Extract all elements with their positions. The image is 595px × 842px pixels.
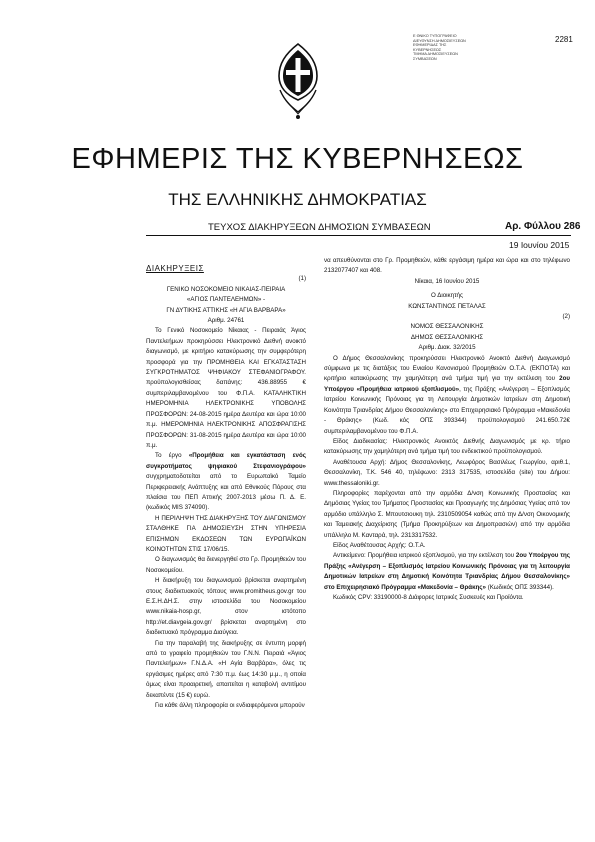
paragraph: Για κάθε άλλη πληροφορία οι ενδιαφερόμενοι μπορούν [155,702,305,710]
greek-coat-of-arms-icon [275,40,321,122]
notice-number: (1) [298,275,306,283]
text-run: συγχρηματοδοτείται από το Ευρωπαϊκό Ταμείο Περιφερειακής Ανάπτυξης και από Εθνικούς Πόρους στα πλαίσια του ΠΕΠ Αττικής 2007-2013 μέσω Π. Δ. Ε. (κωδικός MIS 374090). [146,473,306,512]
org-name: ΓΕΝΙΚΟ ΝΟΣΟΚΟΜΕΙΟ ΝΙΚΑΙΑΣ-ΠΕΙΡΑΙΑ [166,285,286,293]
paragraph: Ο διαγωνισμός θα διενεργηθεί στο Γρ. Προμηθειών του Νοσοκομείου. [146,556,306,574]
left-column [146,264,306,711]
paragraph: Αναθέτουσα Αρχή: Δήμος Θεσσαλονίκης, Λεωφόρος Βασιλέως Γεωργίου, αριθ.1, Θεσσαλονίκη, Τ.Κ. 546 40, τηλέφωνο: 2313 317535, ιστοσελίδα (site) του Δήμου: www.thessaloniki.gr. [324,458,570,487]
issue-date: 19 Ιουνίου 2015 [509,240,570,250]
paragraph [324,354,570,437]
paragraph: Είδος Αναθέτουσας Αρχής: Ο.Τ.Α. [333,541,426,549]
publisher-line: ΣΥΜΒΑΣΕΩΝ [413,56,437,61]
signatory-role: Ο Διοικητής [431,292,463,300]
text-run: Αντικείμενο: Προμήθεια ιατρικού εξοπλισμού, για την εκτέλεση του [333,552,516,560]
publisher-info-block [413,34,471,62]
text-run: , της Πράξης «Ανέγερση – Εξοπλισμός Ιατρείου Κοινωνικής Πρόνοιας για τη Λειτουργία Δημοτικών Ιατρείων στη Δημοτική Κοινότητα Τριανδρίας Δήμου Θεσσαλονίκης» στο Επιχειρησιακό Πρόγραμμα «Μακεδονία - Θράκης» (Κωδ. κός ΟΠΣ 393344) προϋπολογισμού 241.650.72€ συμπεριλαμβανομένου του Φ.Π.Α. [324,385,570,435]
text-run-bold: «Προμήθεια και εγκατάσταση ενός συγκροτήματος ψηφιακού Στεφανιογράφου» [146,452,306,470]
paragraph [324,551,570,593]
publisher-line: ΔΙΕΥΘΥΝΣΗ ΔΗΜΟΣΙΕΥΣΕΩΝ [413,38,466,43]
header-divider [146,235,571,236]
text-run-bold: 2ου Υποέργου της Πράξης «Ανέγερση – Εξοπλισμός Ιατρείου Κοινωνικής Πρόνοιας για τη λειτουργία Δημοτικών Ιατρείων στη Δημοτική Κοινότητα Τριανδρίας Δήμου Θεσσαλονίκης» στο Επιχειρησιακό Πρόγραμμα «Μακεδονία – Θράκης» [324,552,570,591]
paragraph: Η διακήρυξη του διαγωνισμού βρίσκεται αναρτημένη στους διαδικτυακούς τόπους www.promitheus.gov.gr του Ε.Σ.Η.ΔΗ.Σ. στην ιστοσελίδα του Νοσοκομείου www.nikaia-hosp.gr, στον ιστότοπο http://et.diavgeia.gov.gr/ βρίσκεται αναρτημένη στο διαδικτυακό πρόγραμμα Διαύγεια. [146,577,306,637]
gazette-subtitle: ΤΗΣ ΕΛΛΗΝΙΚΗΣ ΔΗΜΟΚΡΑΤΙΑΣ [168,190,427,209]
paragraph: Το Γενικό Νοσοκομείο Νίκαιας - Πειραιάς Άγιος Παντελεήμων προκηρύσσει Ηλεκτρονικό Διεθνή ανοικτό διαγωνισμό, με κριτήριο κατακύρωσης την συμφερότερη προσφορά για την ΠΡΟΜΗΘΕΙΑ ΚΑΙ ΕΓΚΑΤΑΣΤΑΣΗ ΣΥΓΚΡΟΤΗΜΑΤΟΣ ΨΗΦΙΑΚΟΥ ΣΤΕΦΑΝΙΟΓΡΑΦΟΥ. προϋπολογισθείσας δαπάνης: 436.88955 € συμπεριλαμβανομένου του Φ.Π.Α. ΚΑΤΑΛΗΚΤΙΚΗ ΗΜΕΡΟΜΗΝΙΑ ΗΛΕΚΤΡΟΝΙΚΗΣ ΥΠΟΒΟΛΗΣ ΠΡΟΣΦΟΡΩΝ: 24-08-2015 ημέρα Δευτέρα και ώρα 10:00 π.μ. ΗΜΕΡΟΜΗΝΙΑ ΗΛΕΚΤΡΟΝΙΚΗΣ ΑΠΟΣΦΡΑΓΙΣΗΣ ΠΡΟΣΦΟΡΩΝ: 31-08-2015 ημέρα Δευτέρα και ώρα 10:00 π.μ. [146,327,306,449]
reference-number: Αριθμ. 24761 [207,317,245,325]
paragraph: Για την παραλαβή της διακήρυξης σε έντυπη μορφή από το γραφείο προμηθειών του Γ.Ν.Ν. Πειραιά «Άγιος Παντελεήμων» Γ.Ν.Δ.Α. «Η Αγία Βαρβάρα», όλες τις εργάσιμες ημέρες από 7:30 π.μ. έως 14:30 μ.μ., η οποία όμως είναι προαιρετική, απαιτείται η καταβολή αντιτίμου δεκαπέντε (15 €) ευρώ. [146,639,306,699]
issue-number: Αρ. Φύλλου 286 [505,221,581,232]
publisher-line: ΕΦΗΜΕΡΙΔΑΣ ΤΗΣ [413,43,447,48]
org-name: ΝΟΜΟΣ ΘΕΣΣΑΛΟΝΙΚΗΣ [410,323,484,331]
paragraph: να απευθύνονται στο Γρ. Προμηθειών, κάθε εργάσιμη ημέρα και ώρα και στο τηλέφωνο 2132077407 και 408. [324,257,570,275]
org-name: ΓΝ ΔΥΤΙΚΗΣ ΑΤΤΙΚΗΣ «Η ΑΓΙΑ ΒΑΡΒΑΡΑ» [166,306,286,314]
paragraph: Κωδικός CPV: 33190000-8 Διάφορες Ιατρικές Συσκευές και Προϊόντα. [333,594,524,601]
publisher-line: Ε ΘΝΙΚΟ ΤΥΠΟΓΡΑΦΕΙΟ [413,34,457,38]
publisher-line: ΚΥΒΕΡΝΗΣΕΩΣ [413,47,442,52]
section-heading: ΔΙΑΚΗΡΥΞΕΙΣ [146,264,204,273]
right-column [324,256,570,603]
paragraph: Είδος Διαδικασίας: Ηλεκτρονικός Ανοικτός Διεθνής Διαγωνισμός με κρ. τήριο κατακύρωσης την χαμηλότερη ανά τμήμα τιμή του ενδεικτικού προϋπολογισμού. [324,437,570,456]
org-name: «ΑΓΙΟΣ ΠΑΝΤΕΛΕΗΜΩΝ» - [186,296,266,304]
text-run: (Κωδικός ΟΠΣ 393344). [485,583,554,591]
gazette-title: ΕΦΗΜΕΡΙΣ ΤΗΣ ΚΥΒΕΡΝΗΣΕΩΣ [71,143,524,175]
notice-number: (2) [562,313,570,321]
publisher-line: ΤΜΗΜΑ ΔΗΜΟΣΙΕΥΣΕΩΝ [413,52,458,57]
paragraph: Πληροφορίες παρέχονται από την αρμόδια Δ/νση Κοινωνικής Προστασίας και Δημόσιας Υγείας του Τμήματος Προστασίας και Προαγωγής της Δημόσιας Υγείας από τον αρμόδιο υπάλληλο Σ. Μπουτσιουκη τηλ. 2310509054 καθώς από την Δ/νση Οικονομικής και Ταμειακής Διαχείρισης (Τμήμα Προκηρύξεων και Δημοπρασιών) από την αρμόδια υπάλληλο Μ. Κανταρά, τηλ. 2313317532. [324,489,570,539]
text-run: Ο Δήμος Θεσσαλονίκης προκηρύσσει Ηλεκτρονικό Ανοικτό Διεθνή Διαγωνισμό σύμφωνα με τις διατάξεις του Ενιαίου Κανονισμού Προμηθειών Ο.Τ.Α. (ΕΚΠΟΤΑ) και κριτήριο κατακύρωσης την χαμηλότερη ανά τμήμα τιμή για την εκτέλεση του [324,354,570,383]
org-name: ΔΗΜΟΣ ΘΕΣΣΑΛΟΝΙΚΗΣ [410,333,484,341]
text-run: Το έργο [155,452,189,460]
reference-number: Αριθμ. Διακ. 32/2015 [418,344,476,352]
text-run-bold: 2ου Υποέργου «Προμήθεια ιατρικού εξοπλισμού» [324,375,570,393]
paragraph [146,451,306,513]
issue-series: ΤΕΥΧΟΣ ΔΙΑΚΗΡΥΞΕΩΝ ΔΗΜΟΣΙΩΝ ΣΥΜΒΑΣΕΩΝ [208,222,431,233]
place-date: Νίκαια, 16 Ιουνίου 2015 [414,277,480,285]
paragraph: Η ΠΕΡΙΛΗΨΗ ΤΗΣ ΔΙΑΚΗΡΥΞΗΣ ΤΟΥ ΔΙΑΓΩΝΙΣΜΟΥ ΣΤΑΛΘΗΚΕ ΓΙΑ ΔΗΜΟΣΙΕΥΣΗ ΣΤΗΝ ΥΠΗΡΕΣΙΑ ΕΠΙΣΗΜΩΝ ΕΚΔΟΣΕΩΝ ΤΩΝ ΕΥΡΩΠΑΪΚΩΝ ΚΟΙΝΟΤΗΤΩΝ ΣΤΙΣ 17/06/15. [146,514,306,553]
signatory-name: ΚΩΝΣΤΑΝΤΙΝΟΣ ΠΕΤΑΛΑΣ [408,302,486,310]
page-number: 2281 [555,35,573,44]
